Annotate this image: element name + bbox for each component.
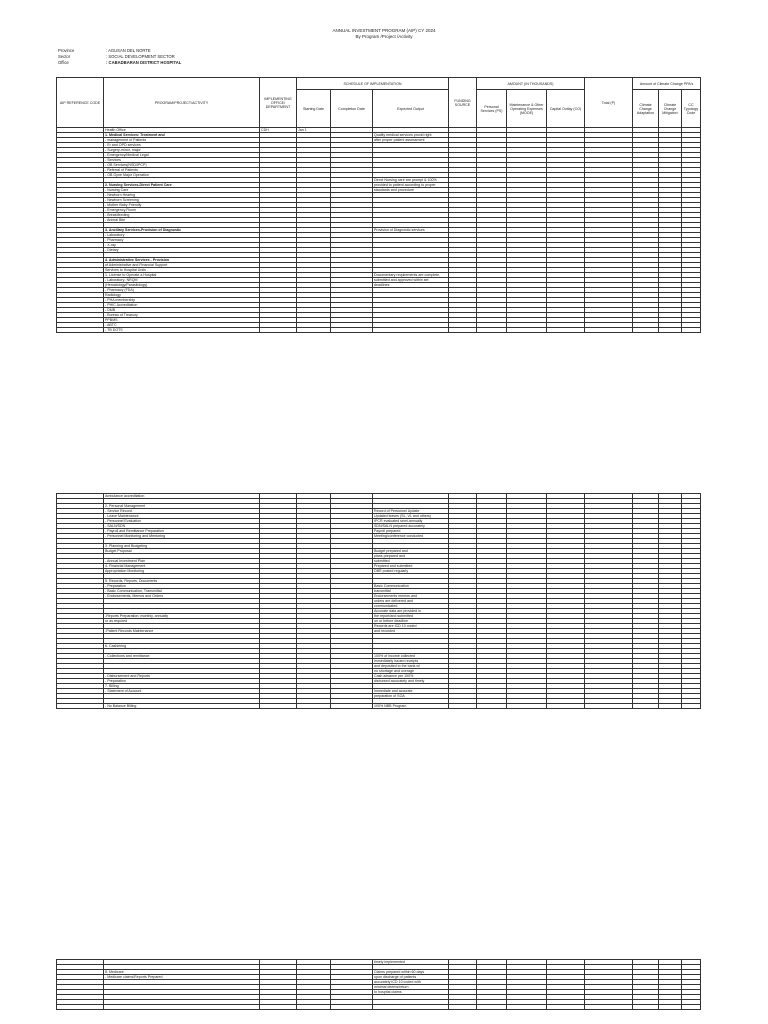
program-cell: Ambulance accreditation <box>104 494 260 499</box>
table-cell <box>477 1005 507 1010</box>
program-cell: - SALN/SDN <box>104 524 260 529</box>
expected-output-cell: Accurate data are provided in <box>373 609 449 614</box>
program-cell: - Basic Communication, Transmittal <box>104 589 260 594</box>
col-aip-ref: AIP REFERENCE CODE <box>57 78 104 128</box>
expected-output-cell: Record of Personnel Update <box>373 509 449 514</box>
program-cell: Health Office <box>104 128 260 133</box>
program-cell: 1. Medical Services: Treatment and <box>104 133 260 138</box>
program-cell: - Personnel Evaluation <box>104 519 260 524</box>
expected-output-cell <box>373 328 449 333</box>
table-cell <box>659 328 682 333</box>
program-cell: - Mother Baby Friendly <box>104 203 260 208</box>
table-cell <box>331 328 373 333</box>
program-cell: 4. Financial Management <box>104 564 260 569</box>
program-cell: - Services <box>104 158 260 163</box>
program-cell: or as required <box>104 619 260 624</box>
program-cell: Budget Proposal <box>104 549 260 554</box>
expected-output-cell: on or before deadline <box>373 619 449 624</box>
expected-output-cell: Prepared and submitted <box>373 564 449 569</box>
table-row <box>57 1005 701 1010</box>
meta-key: Office <box>58 60 69 65</box>
table-cell <box>477 328 507 333</box>
program-cell: - Pharmacy (FDA) <box>104 288 260 293</box>
document-title-block <box>0 28 768 40</box>
program-cell: 3. Ancillary Services-Provision of Diagnostic <box>104 228 260 233</box>
program-cell: Services to Hospital Units <box>104 268 260 273</box>
expected-output-cell: Direct Nursing care are prompt & 100% <box>373 178 449 183</box>
aip-table-page-3 <box>56 959 701 1010</box>
expected-output-cell: Updated leaves (SL, VL and others) <box>373 514 449 519</box>
program-cell: 4. Administrative Services - Provision <box>104 258 260 263</box>
expected-output-cell: and deposited to the bank w/ <box>373 664 449 669</box>
program-cell: Appropriation Monitoring <box>104 569 260 574</box>
col-total: Total (P) <box>585 78 633 128</box>
aip-table-page-2 <box>56 493 701 709</box>
program-cell: 2. Nursing Services-Direct Patient Care <box>104 183 260 188</box>
table-row <box>57 704 701 709</box>
program-cell: - Surgery-minor, major <box>104 148 260 153</box>
table-cell <box>547 704 585 709</box>
expected-output-cell: IPCR evaluated semi-annually <box>373 519 449 524</box>
expected-output-cell: orders are delivered and <box>373 599 449 604</box>
program-cell: - Referral of Patients <box>104 168 260 173</box>
col-ccm: Climate Change Mitigation <box>659 90 682 128</box>
table-cell <box>449 1005 477 1010</box>
table-cell <box>682 1005 701 1010</box>
program-cell: - Er and OPD services <box>104 143 260 148</box>
program-cell: - Laboratory <box>104 233 260 238</box>
program-cell: - Statement of Account <box>104 689 260 694</box>
program-cell: - ABTC <box>104 323 260 328</box>
col-program: PROGRAM/PROJECT/ACTIVITY <box>104 78 260 128</box>
table-cell <box>585 704 633 709</box>
program-cell: - Disbursement and Reports <box>104 674 260 679</box>
program-cell: - OB Gyne Major Operation <box>104 173 260 178</box>
table-cell <box>507 704 547 709</box>
col-cca: Climate Change Adaptation <box>633 90 659 128</box>
expected-output-cell: Meeting/conference conducted <box>373 534 449 539</box>
program-cell: - TB DOTS <box>104 328 260 333</box>
table-cell <box>659 704 682 709</box>
office-cell: CDH <box>260 128 297 133</box>
program-cell: 8. Medicare <box>104 970 260 975</box>
table-body <box>57 494 701 709</box>
program-cell: - DMB <box>104 308 260 313</box>
expected-output-cell: Quality medical services provid right <box>373 133 449 138</box>
program-cell: - Newborn Hearing <box>104 193 260 198</box>
col-schedule: SCHEDULE OF IMPLEMENTATION <box>297 78 449 90</box>
expected-output-cell: transmittal <box>373 589 449 594</box>
program-cell: PPBMS <box>104 318 260 323</box>
col-funding: FUNDING SOURCE <box>449 78 477 128</box>
expected-output-cell <box>373 1005 449 1010</box>
program-cell: - management of Patients <box>104 138 260 143</box>
table-row <box>57 328 701 333</box>
meta-value: : CABADBARAN DISTRICT HOSPITAL <box>106 60 182 65</box>
program-cell: (Hematology/Parasitology) <box>104 283 260 288</box>
col-co: Capital Outlay (CO) <box>547 90 585 128</box>
document-subtitle: By Program /Project /Activity <box>355 34 413 39</box>
program-cell: - No Balance Billing <box>104 704 260 709</box>
program-cell: 1. License to Operate a Hospital <box>104 273 260 278</box>
expected-output-cell: timely implemented <box>373 960 449 965</box>
table-cell <box>659 1005 682 1010</box>
program-cell: - Preparation <box>104 679 260 684</box>
col-implementing: IMPLEMENTING OFFICE/ DEPARTMENT <box>260 78 297 128</box>
office-cell <box>260 1005 297 1010</box>
expected-output-cell: Documentary requirements are complete, <box>373 273 449 278</box>
expected-output-cell: immediately issued receipts <box>373 659 449 664</box>
expected-output-cell: submitted and approved within set <box>373 278 449 283</box>
program-cell: -Reports Preparation: monthly, annually <box>104 614 260 619</box>
program-cell: - Nursing Care <box>104 188 260 193</box>
aip-table-page-1 <box>56 77 701 333</box>
expected-output-cell: standards and procedure <box>373 188 449 193</box>
table-cell <box>633 1005 659 1010</box>
table-cell <box>449 704 477 709</box>
expected-output-cell: the report/and submitted <box>373 614 449 619</box>
col-cc-code: CC Typology Code <box>682 90 701 128</box>
program-cell: - Animal Bite <box>104 218 260 223</box>
office-cell <box>260 328 297 333</box>
program-cell: - PHA membership <box>104 298 260 303</box>
program-cell: - Annual Investment Plan <box>104 559 260 564</box>
program-cell: - Emergency Room <box>104 208 260 213</box>
expected-output-cell: communicated <box>373 604 449 609</box>
expected-output-cell: Payroll prepared <box>373 529 449 534</box>
table-cell <box>331 704 373 709</box>
program-cell: -Patient Records Maintenance <box>104 629 260 634</box>
expected-output-cell: plans prepared and <box>373 554 449 559</box>
meta-value: : SOCIAL DEVELOPMENT SECTOR <box>106 54 175 59</box>
expected-output-cell: Claims prepared within 60 days <box>373 970 449 975</box>
start-cell <box>297 704 331 709</box>
program-cell: - Emergency/Medical Legal <box>104 153 260 158</box>
expected-output-cell: submitted <box>373 559 449 564</box>
document-meta <box>58 48 181 66</box>
expected-output-cell: minimal deems/return <box>373 985 449 990</box>
expected-output-cell: Provision of Diagnostic services <box>373 228 449 233</box>
col-completion-date: Completion Date <box>331 90 373 128</box>
table-cell <box>682 704 701 709</box>
program-cell: - Endorsements, Memos and Orders <box>104 594 260 599</box>
meta-value: : AGUSAN DEL NORTE <box>106 48 151 53</box>
expected-output-cell: accurately ICD 10 coded with <box>373 980 449 985</box>
col-mooe: Maintenance & Other Operating Expenses (MOOE) <box>507 90 547 128</box>
table-body <box>57 128 701 333</box>
expected-output-cell: Endorsements memos and <box>373 594 449 599</box>
expected-output-cell: SDN/SALN prepared accurately <box>373 524 449 529</box>
start-cell <box>297 1005 331 1010</box>
expected-output-cell: upon discharge of patients <box>373 975 449 980</box>
program-cell: 2. Personal Management <box>104 504 260 509</box>
col-expected-output: Expected Output <box>373 90 449 128</box>
program-cell: - X-ray <box>104 243 260 248</box>
program-cell: - Dietary <box>104 248 260 253</box>
program-cell: Radiology <box>104 293 260 298</box>
expected-output-cell: 100% of income collected <box>373 654 449 659</box>
table-cell <box>585 1005 633 1010</box>
table-cell <box>57 328 104 333</box>
col-climate: Amount of Climate Change PPA's <box>633 78 701 90</box>
table-cell <box>57 704 104 709</box>
table-cell <box>507 1005 547 1010</box>
expected-output-cell: DBR posted regularly <box>373 569 449 574</box>
program-cell: - Laboratory- NRQM <box>104 278 260 283</box>
program-cell: - OB Services(NSD/IPCP) <box>104 163 260 168</box>
program-cell: - Leave Maintenance <box>104 514 260 519</box>
col-ps: Personal Services (PS) <box>477 90 507 128</box>
col-starting-date: Starting Date <box>297 90 331 128</box>
expected-output-cell: preparation of SOA <box>373 694 449 699</box>
table-cell <box>547 328 585 333</box>
program-cell: - Bureau of Treasury <box>104 313 260 318</box>
table-cell <box>477 704 507 709</box>
meta-row <box>58 60 181 66</box>
expected-output-cell: 100% NBB Program <box>373 704 449 709</box>
program-cell: - Breastfeeding <box>104 213 260 218</box>
table-cell <box>57 1005 104 1010</box>
expected-output-cell: Basic Communication <box>373 584 449 589</box>
program-cell: - Payroll and Remittance Preparation <box>104 529 260 534</box>
program-cell: - Medicare claims/Reports Prepared <box>104 975 260 980</box>
expected-output-cell: disbursed accurately and timely <box>373 679 449 684</box>
start-cell: Jan 1 <box>297 128 331 133</box>
expected-output-cell: Records are ICD 10 coded <box>373 624 449 629</box>
program-cell: 7. Billing <box>104 684 260 689</box>
expected-output-cell: Immediate and accurate <box>373 689 449 694</box>
document-title: ANNUAL INVESTMENT PROGRAM (AIP) CY 2024 <box>332 28 436 33</box>
start-cell <box>297 328 331 333</box>
meta-key: Province <box>58 48 75 53</box>
table-cell <box>331 1005 373 1010</box>
office-cell <box>260 704 297 709</box>
table-body <box>57 960 701 1010</box>
expected-output-cell: to hospital claims <box>373 990 449 995</box>
program-cell: of Administrative and Financial Support <box>104 263 260 268</box>
program-cell: 6. Cashiering <box>104 644 260 649</box>
program-cell: - Service Record <box>104 509 260 514</box>
expected-output-cell: deadlines <box>373 283 449 288</box>
table-cell <box>633 704 659 709</box>
expected-output-cell: after proper patient assessment <box>373 138 449 143</box>
expected-output-cell: Budget prepared and <box>373 549 449 554</box>
expected-output-cell: provided to patient according to proper <box>373 183 449 188</box>
table-cell <box>682 328 701 333</box>
program-cell: - Newborn Screening <box>104 198 260 203</box>
expected-output-cell: and recorded <box>373 629 449 634</box>
program-cell: - PHIC Accreditation <box>104 303 260 308</box>
program-cell: - Personnel Monitoring and Mentoring <box>104 534 260 539</box>
program-cell: 5. Records, Reports, Documents <box>104 579 260 584</box>
table-cell <box>633 328 659 333</box>
expected-output-cell: no shortage and overage <box>373 669 449 674</box>
col-amount: AMOUNT (IN THOUSANDS) <box>477 78 585 90</box>
table-cell <box>585 328 633 333</box>
expected-output-cell: Cash advance per 100% <box>373 674 449 679</box>
program-cell: - Collections and remittance <box>104 654 260 659</box>
program-cell: - Pharmacy <box>104 238 260 243</box>
meta-key: Sector <box>58 54 71 59</box>
table-cell <box>507 328 547 333</box>
table-cell <box>547 1005 585 1010</box>
table-cell <box>449 328 477 333</box>
program-cell <box>104 1005 260 1010</box>
program-cell: - Preparation <box>104 584 260 589</box>
program-cell: 3. Planning and Budgeting <box>104 544 260 549</box>
